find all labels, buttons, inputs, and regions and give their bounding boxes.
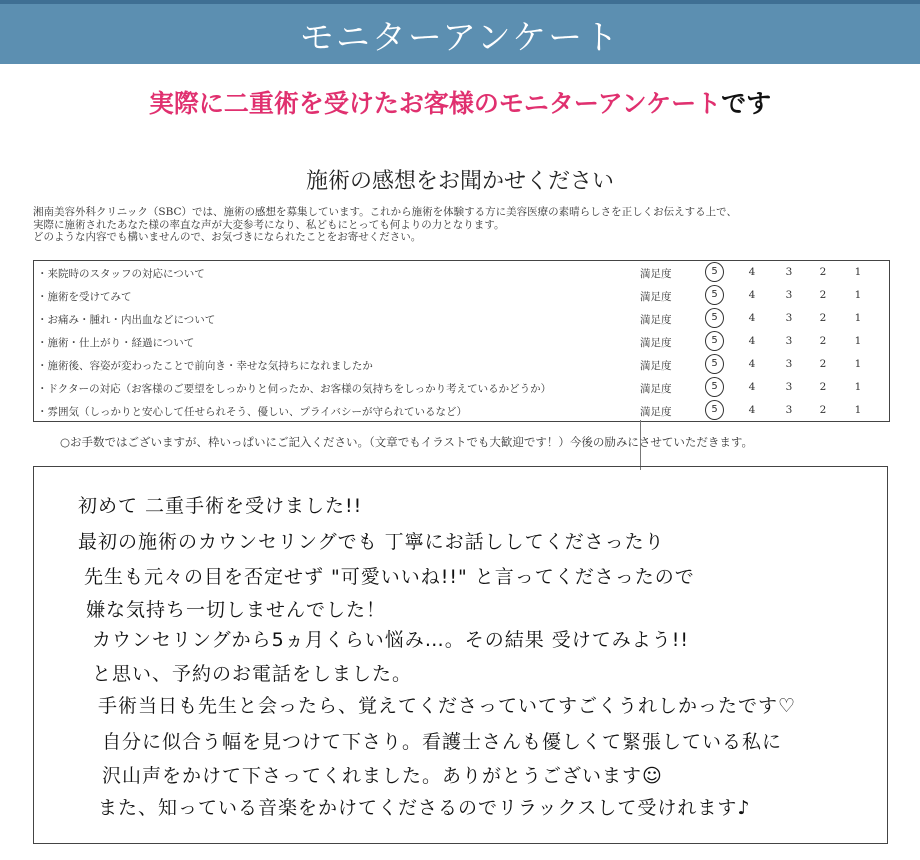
handwritten-comment-line: 初めて 二重手術を受けました!! bbox=[78, 495, 363, 517]
satisfaction-label: 満足度 bbox=[640, 383, 672, 395]
selected-score: 5 bbox=[705, 262, 724, 282]
handwritten-comment-line: 先生も元々の目を否定せず "可愛いいね!!" と言ってくださったので bbox=[84, 566, 695, 588]
question-label: ・来院時のスタッフの対応について bbox=[37, 268, 205, 280]
rating-row bbox=[34, 284, 889, 307]
rating-row bbox=[34, 330, 889, 353]
subtitle-accent: 実際に二重術を受けたお客様のモニターアンケート bbox=[148, 89, 722, 118]
score-option: 3 bbox=[785, 381, 793, 393]
score-option: 3 bbox=[785, 358, 793, 370]
survey-title: 施術の感想をお聞かせください bbox=[305, 169, 614, 194]
satisfaction-label: 満足度 bbox=[640, 337, 672, 349]
question-label: ・施術後、容姿が変わったことで前向き・幸せな気持ちになれましたか bbox=[37, 360, 373, 372]
score-option: 2 bbox=[819, 266, 827, 278]
handwritten-comment-line: また、知っている音楽をかけてくださるのでリラックスして受けれます♪ bbox=[98, 797, 751, 819]
handwritten-comment-line: 手術当日も先生と会ったら、覚えてくださっていてすごくうれしかったです♡ bbox=[98, 695, 797, 717]
selected-score: 5 bbox=[705, 331, 724, 351]
score-option: 1 bbox=[854, 404, 862, 416]
score-option: 3 bbox=[785, 404, 793, 416]
score-option: 4 bbox=[748, 404, 756, 416]
question-label: ・雰囲気（しっかりと安心して任せられそう、優しい、プライバシーが守られているなど） bbox=[37, 406, 467, 418]
score-option: 4 bbox=[748, 358, 756, 370]
satisfaction-label: 満足度 bbox=[640, 314, 672, 326]
score-option: 2 bbox=[819, 404, 827, 416]
handwritten-comment-line: 嫌な気持ち一切しませんでした！ bbox=[86, 599, 387, 621]
satisfaction-label: 満足度 bbox=[640, 291, 672, 303]
score-option: 4 bbox=[748, 335, 756, 347]
question-label: ・ドクターの対応（お客様のご要望をしっかりと伺ったか、お客様の気持ちをしっかり考えているかどうか） bbox=[37, 383, 552, 395]
rating-row bbox=[34, 261, 889, 284]
handwritten-comment-line: 最初の施術のカウンセリングでも 丁寧にお話ししてくださったり bbox=[78, 531, 665, 553]
intro-line: 実際に施術されたあなた様の率直な声が大変参考になり、私どもにとっても何よりの力となります。 bbox=[33, 218, 505, 231]
score-option: 4 bbox=[748, 289, 756, 301]
satisfaction-label: 満足度 bbox=[640, 360, 672, 372]
satisfaction-label: 満足度 bbox=[640, 406, 672, 418]
score-option: 2 bbox=[819, 358, 827, 370]
satisfaction-label: 満足度 bbox=[640, 268, 672, 280]
page-subtitle bbox=[0, 84, 920, 120]
score-option: 1 bbox=[854, 381, 862, 393]
banner-title: モニターアンケート bbox=[299, 17, 621, 58]
score-option: 1 bbox=[854, 266, 862, 278]
question-label: ・施術を受けてみて bbox=[37, 291, 132, 303]
comment-instruction: ○お手数ではございますが、枠いっぱいにご記入ください。（文章でもイラストでも大歓迎です！）今後の励みにさせていただきます。 bbox=[60, 435, 754, 449]
score-option: 2 bbox=[819, 335, 827, 347]
score-option: 2 bbox=[819, 289, 827, 301]
header-banner bbox=[0, 0, 920, 64]
rating-row bbox=[34, 353, 889, 376]
score-option: 1 bbox=[854, 312, 862, 324]
comment-box bbox=[33, 466, 888, 844]
rating-row bbox=[34, 307, 889, 330]
selected-score: 5 bbox=[705, 285, 724, 305]
survey-intro bbox=[33, 206, 893, 244]
selected-score: 5 bbox=[705, 308, 724, 328]
score-option: 1 bbox=[854, 289, 862, 301]
handwritten-comment-line: と思い、予約のお電話をしました。 bbox=[92, 663, 413, 685]
score-option: 3 bbox=[785, 289, 793, 301]
intro-line: 湘南美容外科クリニック（SBC）では、施術の感想を募集しています。これから施術を体験する方に美容医療の素晴らしさを正しくお伝えする上で、 bbox=[33, 206, 737, 218]
score-option: 1 bbox=[854, 335, 862, 347]
handwritten-comment-line: 自分に似合う幅を見つけて下さり。看護士さんも優しくて緊張している私に bbox=[102, 731, 783, 753]
score-option: 4 bbox=[748, 312, 756, 324]
handwritten-comment-line: 沢山声をかけて下さってくれました。ありがとうございます☺ bbox=[102, 765, 663, 787]
rating-table bbox=[33, 260, 890, 422]
score-option: 4 bbox=[748, 266, 756, 278]
subtitle-rest: です bbox=[721, 89, 772, 118]
score-option: 3 bbox=[785, 266, 793, 278]
rating-row bbox=[34, 399, 889, 422]
intro-line: どのような内容でも構いませんので、お気づきになられたことをお寄せください。 bbox=[33, 231, 422, 243]
question-label: ・施術・仕上がり・経過について bbox=[37, 337, 195, 349]
handwritten-comment-line: カウンセリングから5ヵ月くらい悩み…。その結果 受けてみよう!! bbox=[92, 629, 689, 651]
selected-score: 5 bbox=[705, 354, 724, 374]
score-option: 2 bbox=[819, 312, 827, 324]
score-option: 2 bbox=[819, 381, 827, 393]
selected-score: 5 bbox=[705, 400, 724, 420]
rating-row bbox=[34, 376, 889, 399]
score-option: 3 bbox=[785, 335, 793, 347]
score-option: 4 bbox=[748, 381, 756, 393]
score-option: 3 bbox=[785, 312, 793, 324]
selected-score: 5 bbox=[705, 377, 724, 397]
question-label: ・お痛み・腫れ・内出血などについて bbox=[37, 314, 216, 326]
score-option: 1 bbox=[854, 358, 862, 370]
